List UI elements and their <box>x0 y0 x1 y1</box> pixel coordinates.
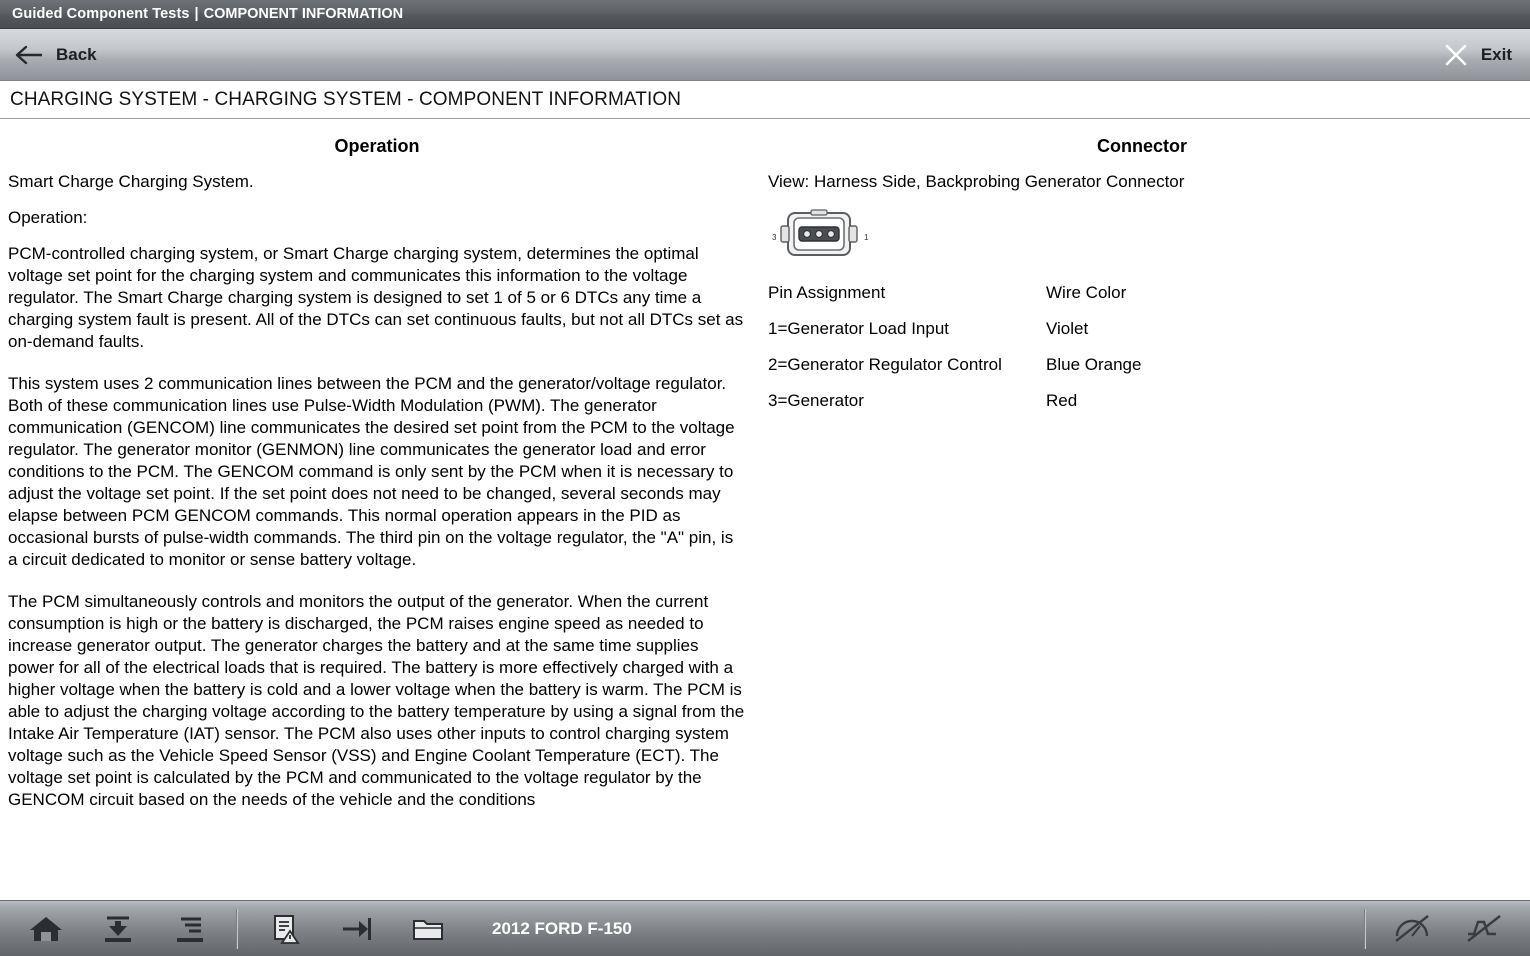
wire-color-cell: Violet <box>1046 319 1089 338</box>
arrow-into-icon <box>339 915 373 943</box>
breadcrumb: CHARGING SYSTEM - CHARGING SYSTEM - COMPONENT INFORMATION <box>10 88 682 110</box>
nav-bar <box>0 29 1530 81</box>
bottom-toolbar <box>0 900 1530 956</box>
svg-text:3: 3 <box>772 233 777 242</box>
toolbar-right-group <box>1354 906 1520 952</box>
list-tray-button[interactable] <box>154 906 226 952</box>
jump-to-button[interactable] <box>320 906 392 952</box>
home-icon <box>28 914 64 944</box>
folder-button[interactable] <box>392 906 464 952</box>
table-row <box>768 383 1388 419</box>
pin-assignment-cell: 1=Generator Load Input <box>768 319 949 338</box>
document-alert-button[interactable] <box>248 906 320 952</box>
table-header-row <box>768 275 1388 311</box>
meter-off-icon <box>1392 914 1432 944</box>
svg-text:1: 1 <box>864 233 869 242</box>
connector-view-label: View: Harness Side, Backprobing Generator Connector <box>768 172 1185 191</box>
content-area <box>0 119 1530 900</box>
content-columns <box>0 119 1530 900</box>
title-bar <box>0 0 1530 29</box>
toolbar-left-group <box>10 906 632 952</box>
table-row <box>768 347 1388 383</box>
home-button[interactable] <box>10 906 82 952</box>
column-header-wire-color: Wire Color <box>1046 283 1127 302</box>
exit-button[interactable] <box>1443 42 1512 68</box>
wire-color-cell: Red <box>1046 391 1078 410</box>
connector-column <box>760 119 1530 900</box>
vehicle-label: 2012 FORD F-150 <box>492 918 632 938</box>
section-title: COMPONENT INFORMATION <box>203 6 404 22</box>
scope-button[interactable] <box>1448 906 1520 952</box>
connector-diagram <box>768 209 878 261</box>
save-tray-button[interactable] <box>82 906 154 952</box>
connector-heading: Connector <box>1097 136 1187 156</box>
app-title: Guided Component Tests <box>12 6 190 22</box>
folder-icon <box>411 915 445 943</box>
pin-assignment-cell: 3=Generator <box>768 391 864 410</box>
operation-paragraph: This system uses 2 communication lines between the PCM and the generator/voltage regulator. Both of these communication lines use Pulse-Width Modulation (PWM). The generator communication (GENCOM) line communicates the desired set point from the PCM to the voltage regulator. The generator monitor (GENMON) line communicates the generator load and error conditions to the PCM. The GENCOM command is only sent by the PCM when it is necessary to adjust the voltage set point. If the set point does not need to be changed, several seconds may elapse between PCM GENCOM commands. This normal operation appears in the PID as occasional bursts of pulse-width commands. The third pin on the voltage regulator, the "A" pin, is a circuit dedicated to monitor or sense battery voltage. <box>8 374 735 569</box>
operation-paragraph: Smart Charge Charging System. <box>8 172 254 191</box>
back-label: Back <box>56 44 97 64</box>
operation-heading: Operation <box>334 136 420 156</box>
breadcrumb-bar <box>0 81 1530 119</box>
pin-assignment-cell: 2=Generator Regulator Control <box>768 355 1002 374</box>
title-separator: | <box>194 6 199 22</box>
meter-button[interactable] <box>1376 906 1448 952</box>
column-header-pin-assignment: Pin Assignment <box>768 283 886 302</box>
back-button[interactable] <box>14 44 97 66</box>
document-alert-icon <box>267 913 301 945</box>
toolbar-divider <box>1364 909 1366 949</box>
download-tray-icon <box>101 914 135 944</box>
operation-paragraph: PCM-controlled charging system, or Smart Charge charging system, determines the optimal voltage set point for the charging system and communicates this information to the voltage regulator. The Smart Charge charging system is designed to set 1 of 5 or 6 DTCs any time a charging system fault is present. All of the DTCs can set continuous faults, but not all DTCs set as on-demand faults. <box>8 244 744 351</box>
arrow-left-icon <box>14 44 44 66</box>
wire-color-cell: Blue Orange <box>1046 355 1142 374</box>
operation-paragraph: The PCM simultaneously controls and monitors the output of the generator. When the current consumption is high or the battery is discharged, the PCM raises engine speed as needed to increase generator output. The generator charges the battery and at the same time supplies power for all of the electrical loads that is required. The battery is more effectively charged with a higher voltage when the battery is cold and a lower voltage when the battery is warm. The PCM is able to adjust the charging voltage according to the battery temperature by using a signal from the Intake Air Temperature (IAT) sensor. The PCM also uses other inputs to control charging system voltage such as the Vehicle Speed Sensor (VSS) and Engine Coolant Temperature (ECT). The voltage set point is calculated by the PCM and communicated to the voltage regulator by the GENCOM circuit based on the needs of the vehicle and the conditions <box>8 592 745 809</box>
exit-label: Exit <box>1480 44 1512 64</box>
toolbar-divider <box>236 909 238 949</box>
operation-paragraph: Operation: <box>8 208 88 227</box>
operation-column <box>0 119 760 900</box>
scope-off-icon <box>1464 914 1504 944</box>
pin-assignment-table <box>768 275 1388 419</box>
close-icon <box>1443 42 1469 68</box>
table-row <box>768 311 1388 347</box>
list-tray-icon <box>173 914 207 944</box>
